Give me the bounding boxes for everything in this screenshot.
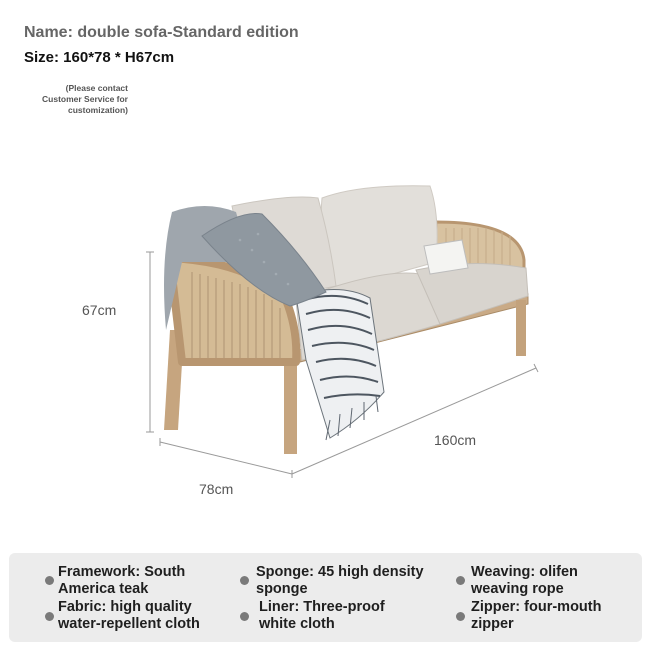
width-dimension-label: 78cm [199,481,234,497]
spec-line: zipper [471,616,514,632]
width-dimension-line [160,442,292,474]
bullet-icon [240,576,249,585]
book-on-arm [424,240,468,274]
spec-line: Liner: Three-proof [259,599,385,615]
leg-back-right [516,300,526,356]
spec-line: Zipper: four-mouth [471,599,602,615]
spec-line: Framework: South [58,564,186,580]
bullet-icon [45,612,54,621]
bullet-icon [456,576,465,585]
note-line: customization) [68,105,128,115]
leg-front-right [284,360,297,454]
spec-line: weaving rope [471,581,564,597]
bullet-icon [456,612,465,621]
spec-line: white cloth [259,616,335,632]
length-dimension-label: 160cm [434,432,477,448]
specs-panel [9,553,642,642]
spec-fabric [58,599,200,633]
spec-zipper [471,599,601,633]
spec-line: America teak [58,581,149,597]
spec-liner [259,599,385,633]
spec-framework [58,564,185,598]
spec-line: Fabric: high quality [58,599,192,615]
product-name: Name: double sofa-Standard edition [24,24,299,41]
customization-note [20,83,128,116]
bullet-icon [240,612,249,621]
height-dimension-label: 67cm [82,302,117,318]
bullet-icon [45,576,54,585]
spec-line: sponge [256,581,308,597]
note-line: (Please contact [65,83,128,93]
spec-line: Sponge: 45 high density [256,564,424,580]
note-line: Customer Service for [42,94,128,104]
spec-sponge [256,564,424,598]
product-size: Size: 160*78 * H67cm [24,49,175,66]
spec-line: Weaving: olifen [471,564,578,580]
spec-line: water-repellent cloth [58,616,200,632]
spec-weaving [471,564,578,598]
